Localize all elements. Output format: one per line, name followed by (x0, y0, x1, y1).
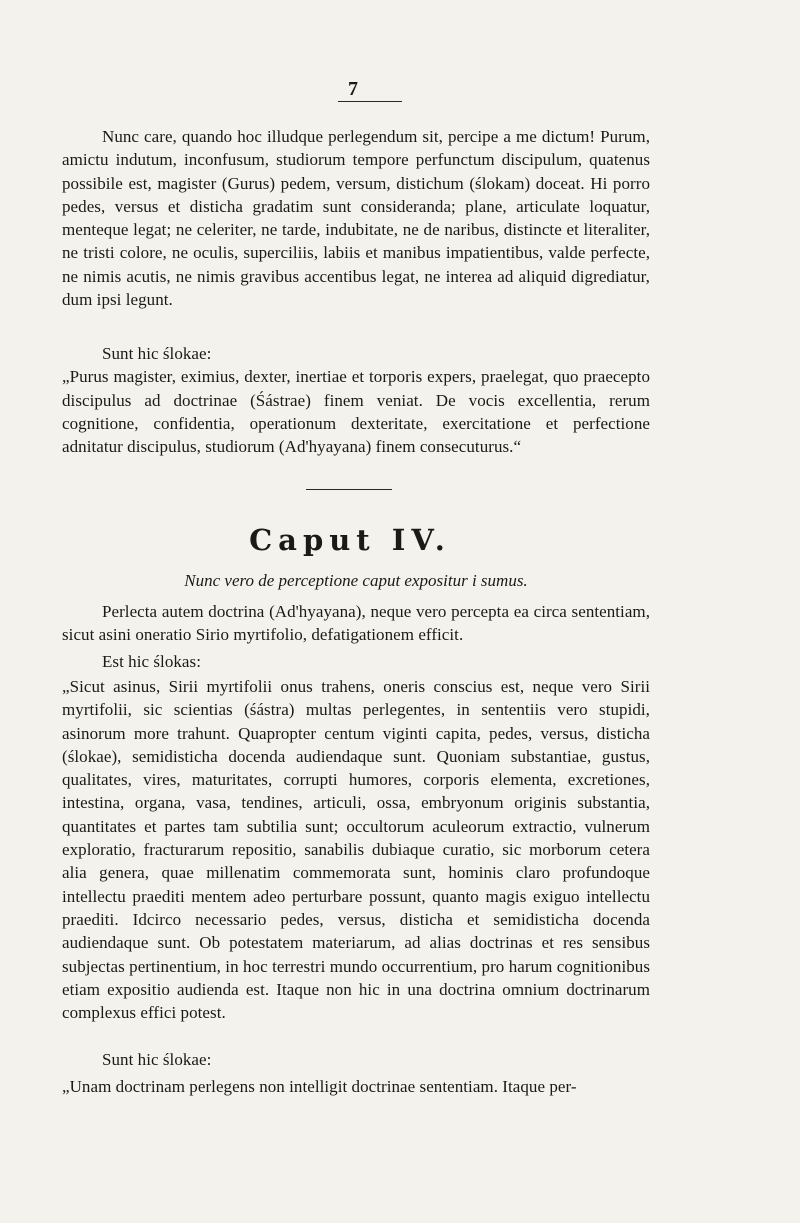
chapter-heading: Caput IV. (249, 523, 451, 557)
section-divider (306, 489, 392, 490)
quote-3: „Unam doctrinam perlegens non intelligit doctrinae sententiam. Itaque per- (62, 1077, 577, 1096)
chapter-subtitle: Nunc vero de perceptione caput expositur i sumus. (184, 571, 528, 590)
paragraph-2: Perlecta autem doctrina (Ad'hyayana), neque vero percepta ea circa sententiam, sicut asini oneratio Sirio myrtifolio, defatigationem efficit. (62, 602, 650, 645)
quote-1-block (62, 342, 650, 458)
intro-2: Est hic ślokas: (102, 652, 201, 671)
paragraph-1-block (62, 125, 650, 311)
page-number: 7 (348, 78, 358, 100)
intro-3-block (62, 1048, 650, 1071)
quote-1: „Purus magister, eximius, dexter, inertiae et torporis expers, praelegat, quo praecepto discipulus ad doctrinae (Śástrae) finem veniat. De vocis excellentia, rerum cognitione, confidentia, operationum dexteritate, exercitatione et perfectione adnitatur discipulus, studiorum (Ad'hyayana) finem consecuturus.“ (62, 367, 650, 457)
page-number-rule (338, 101, 402, 102)
quote-3-block (62, 1075, 650, 1098)
intro-2-block (62, 650, 650, 673)
paragraph-2-block (62, 600, 650, 647)
quote-2: „Sicut asinus, Sirii myrtifolii onus trahens, oneris conscius est, neque vero Sirii myrtifolii, sic scientias (śástra) multas perlegentes, in sententiis vero stupidi, asinorum more trahunt. Quapropter centum viginti capita, pedes, versus, disticha (ślokae), semidisticha docenda audiendaque sunt. Quoniam substantiae, gustus, qualitates, vires, maturitates, corrupti humores, corporis elementa, excretiones, intestina, organa, vasa, tendines, articuli, ossa, embryonum originis substantia, quantitates et partes tam subtilia sunt; occultorum aculeorum extractio, vulnerum exploratio, fracturarum repositio, sanabilis dubiaque curatio, sic morborum cetera alia genera, quae millenatim commemorata sunt, hominis claro profundoque intellectu praediti mentem adeo perturbare possunt, quanto magis exiguo intellectu praediti. Idcirco necessario pedes, versus, disticha et semidisticha docenda audiendaque sunt. Ob potestatem materiarum, ad alias doctrinas et res sensibus subjectas pertinentium, in hoc terrestri mundo occurrentium, pro harum cognitionibus etiam expositio audienda est. Itaque non hic in una doctrina omnium doctrinarum complexus effici potest. (62, 677, 650, 1023)
intro-1: Sunt hic ślokae: (102, 344, 212, 363)
paragraph-1: Nunc care, quando hoc illudque perlegendum sit, percipe a me dictum! Purum, amictu indutum, inconfusum, studiorum tempore perfunctum discipulum, quatenus possibile est, magister (Gurus) pedem, versum, distichum (ślokam) doceat. Hi porro pedes, versus et disticha gradatim sunt consideranda; plane, articulate loquatur, menteque legat; ne celeriter, ne tarde, indubitate, ne de naribus, distincte et literaliter, ne tristi colore, ne oculis, superciliis, labiis et manibus impatientibus, valde perfecte, ne nimis acutis, ne nimis gravibus accentibus legat, ne interea ad aliquid digrediatur, dum ipsi legunt. (62, 127, 650, 310)
quote-2-block (62, 675, 650, 1024)
intro-3: Sunt hic ślokae: (102, 1050, 212, 1069)
